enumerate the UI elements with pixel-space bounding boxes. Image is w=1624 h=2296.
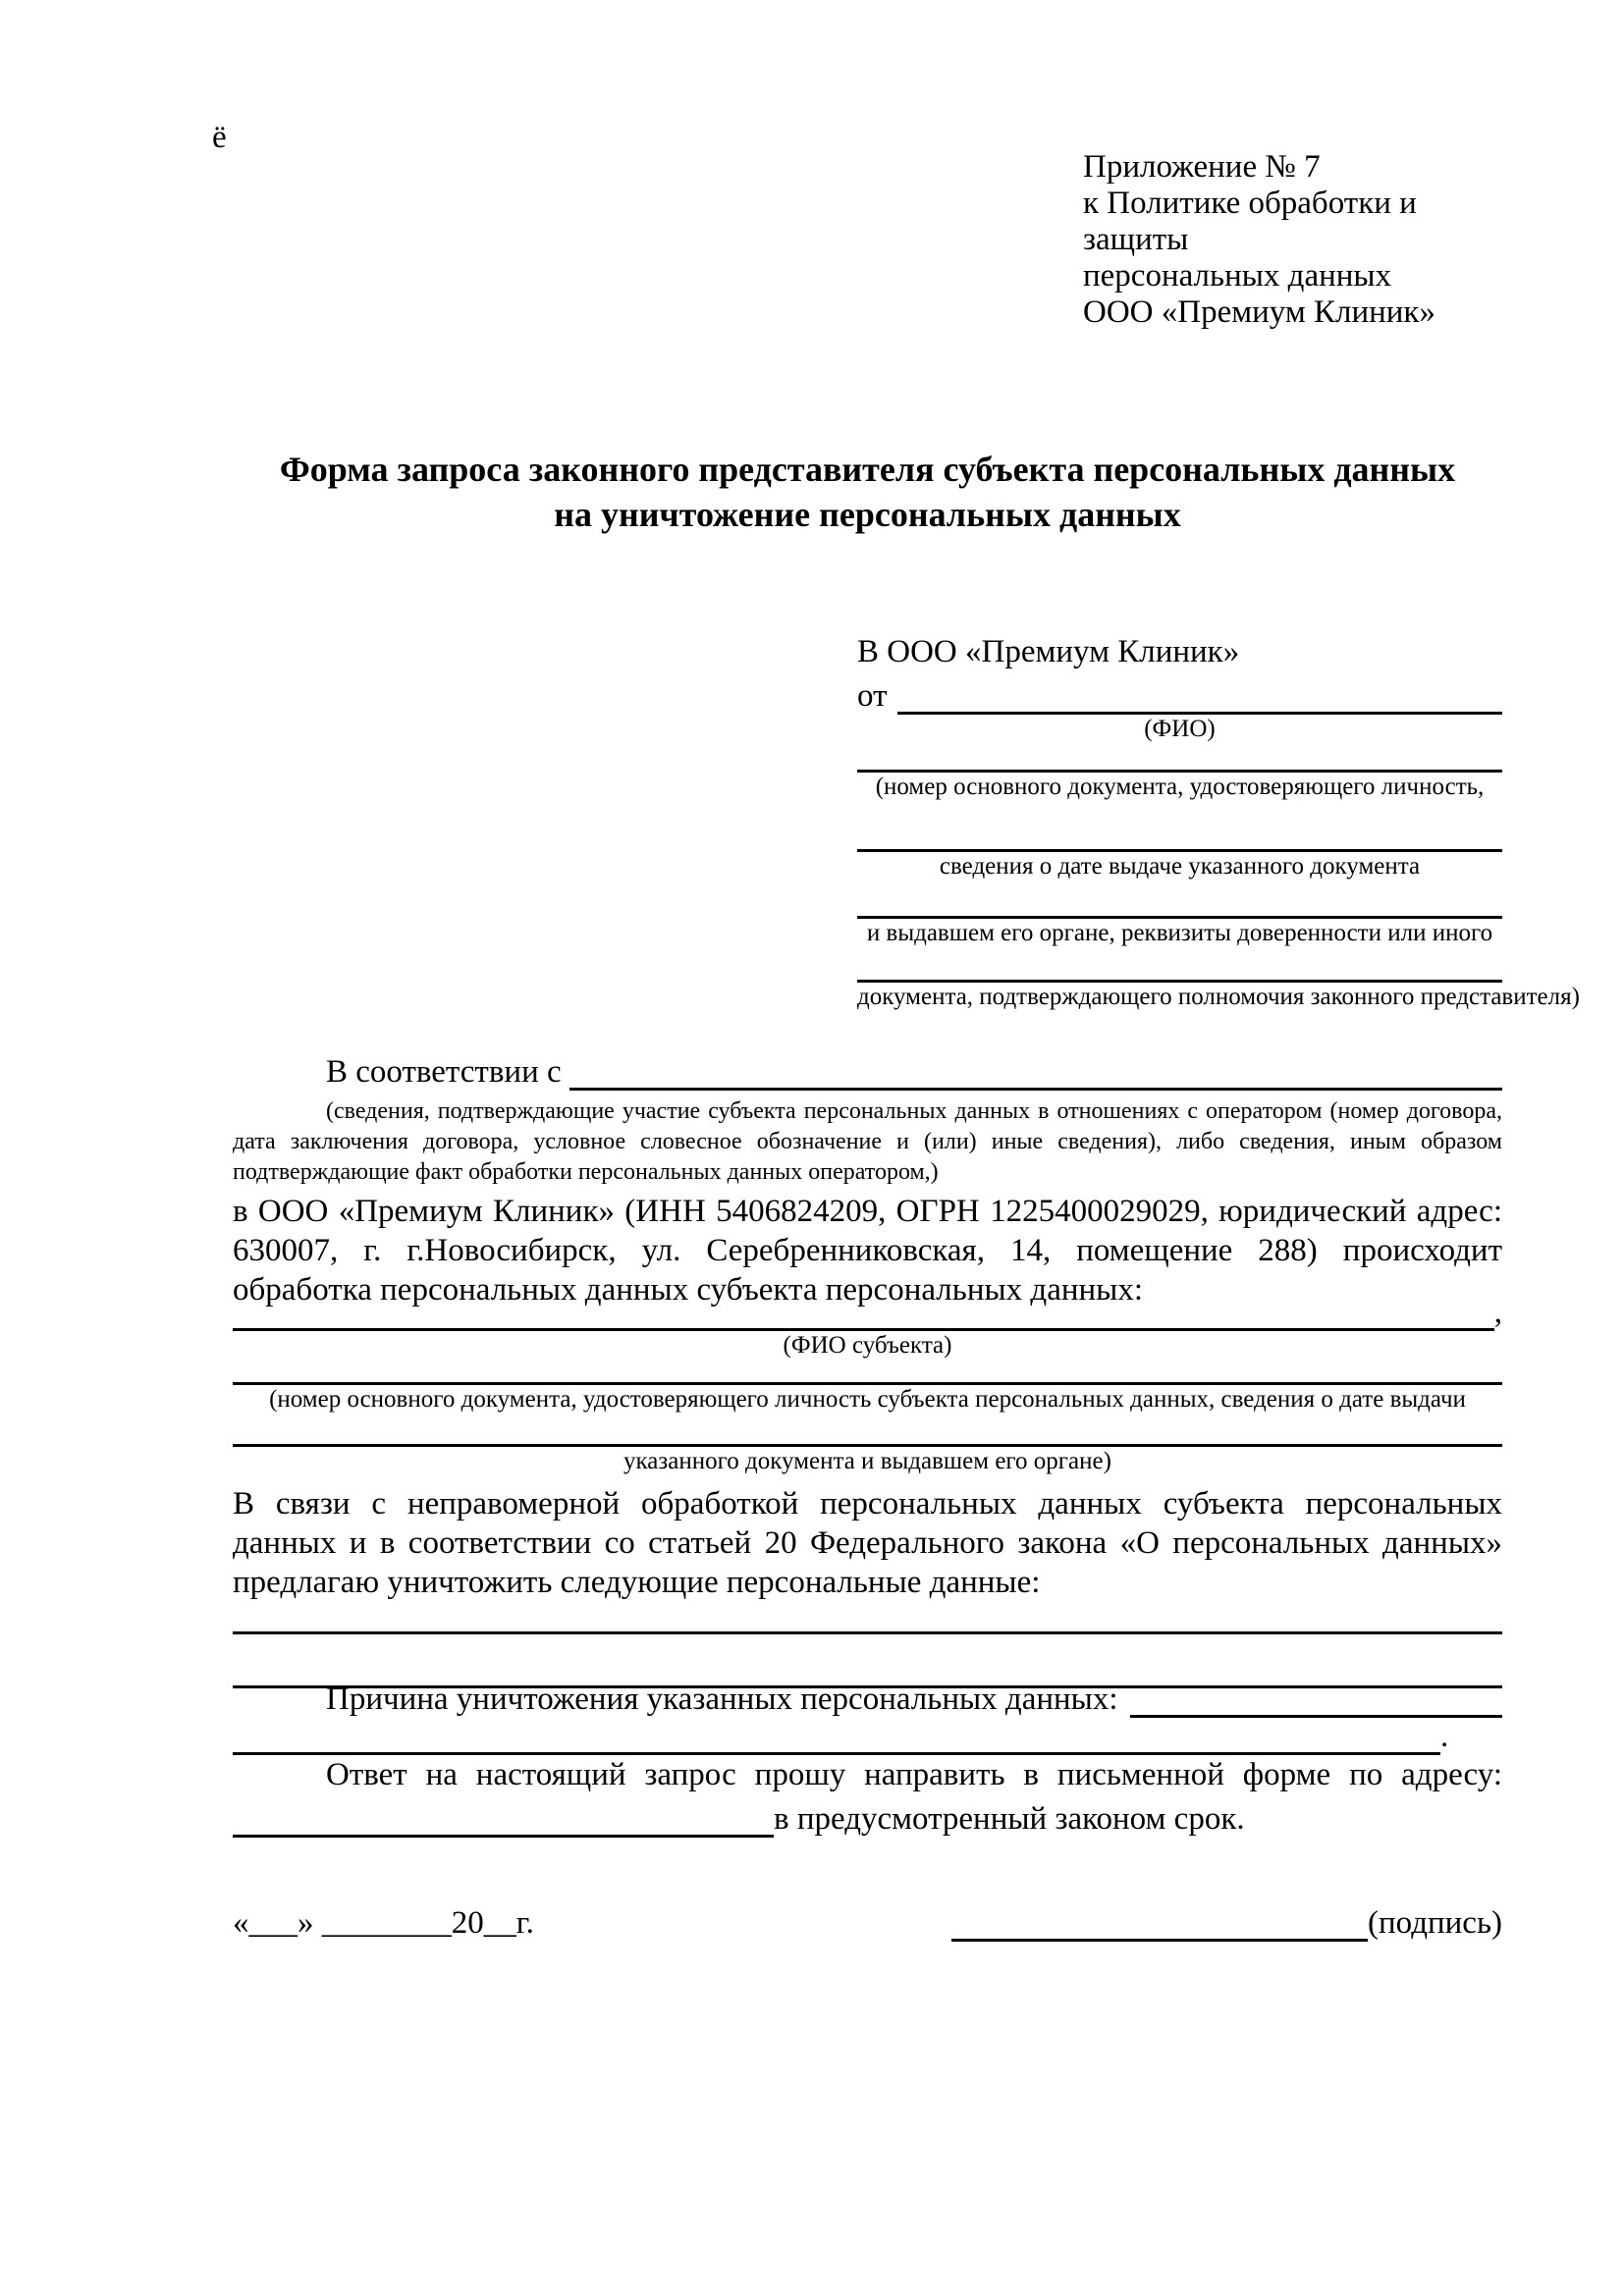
signature-blank-line xyxy=(951,1939,1368,1942)
subject-fio-caption: (ФИО субъекта) xyxy=(783,1332,952,1359)
addressee-to: В ООО «Премиум Клиник» xyxy=(857,634,1240,669)
from-label: от xyxy=(857,678,888,714)
reason-label: Причина уничтожения указанных персональных данных: xyxy=(326,1682,1118,1717)
page-content xyxy=(233,0,1580,1942)
appendix-header xyxy=(1083,149,1502,331)
from-field-row xyxy=(857,671,1502,715)
subject-doc-caption-1: (номер основного документа, удостоверяющего личность субъекта персональных данных, сведения о дате выдачи xyxy=(269,1386,1466,1413)
accordance-caption: (сведения, подтверждающие участие субъекта персональных данных в отношениях с оператором (номер договора, дата заключения договора, условное словесное обозначение и (или) иные сведения), либо сведения, иным образом подтверждающие факт обработки персональных данных оператором,) xyxy=(233,1098,1502,1185)
accordance-row xyxy=(233,1049,1502,1091)
answer-paragraph: Ответ на настоящий запрос прошу направить в письменной форме по адресу: xyxy=(326,1757,1502,1792)
footer-row xyxy=(233,1898,1502,1942)
signature-group xyxy=(951,1905,1502,1942)
reason-continuation-row xyxy=(233,1719,1502,1755)
reason-blank-line xyxy=(1130,1715,1502,1718)
appendix-header-line-1: Приложение № 7 xyxy=(1083,149,1321,185)
date-blank-line: «___» ________20__г. xyxy=(233,1905,534,1941)
doc-authority-caption: и выдавшем его органе, реквизиты доверенности или иного xyxy=(866,920,1493,946)
doc-issue-date-caption: сведения о дате выдаче указанного документа xyxy=(939,853,1421,880)
appendix-header-line-2: к Политике обработки и защиты xyxy=(1083,186,1417,257)
trailing-comma: , xyxy=(1493,1295,1502,1330)
answer-address-row xyxy=(233,1794,1502,1838)
subject-fio-blank-row xyxy=(233,1295,1502,1331)
accordance-blank-line xyxy=(569,1088,1502,1091)
answer-tail-text: в предусмотренный законом срок. xyxy=(774,1801,1245,1837)
signature-caption: (подпись) xyxy=(1368,1905,1502,1941)
representative-doc-caption: документа, подтверждающего полномочия законного представителя) xyxy=(857,984,1580,1010)
doc-number-caption: (номер основного документа, удостоверяющего личность, xyxy=(875,774,1485,800)
unlawful-processing-paragraph: В связи с неправомерной обработкой персональных данных субъекта персональных данных и в соответствии со статьей 20 Федерального закона «О персональных данных» предлагаю уничтожить следующие персональные данные: xyxy=(233,1486,1502,1600)
fio-caption: (ФИО) xyxy=(1144,716,1216,742)
trailing-period: . xyxy=(1440,1719,1449,1754)
subject-doc-caption-2: указанного документа и выдавшем его органе) xyxy=(623,1448,1111,1474)
document-title-line-1: Форма запроса законного представителя субъекта персональных данных xyxy=(279,450,1456,489)
accordance-label: В соответствии с xyxy=(326,1054,562,1090)
reason-row xyxy=(233,1682,1502,1718)
appendix-header-line-4: ООО «Премиум Клиник» xyxy=(1083,294,1435,330)
appendix-header-line-3: персональных данных xyxy=(1083,258,1392,294)
addressee-block xyxy=(857,632,1580,1012)
document-title-line-2: на уничтожение персональных данных xyxy=(554,495,1181,534)
document-title xyxy=(233,447,1502,537)
stray-char: ё xyxy=(212,120,227,155)
operator-paragraph: в ООО «Премиум Клиник» (ИНН 5406824209, ОГРН 1225400029029, юридический адрес: 630007, г. г.Новосибирск, ул. Серебренниковская, 14, помещение 288) происходит обработка персональных данных субъекта персональных данных: xyxy=(233,1194,1502,1308)
answer-address-blank-line xyxy=(233,1835,774,1838)
data-to-destroy-blank-line-1 xyxy=(233,1631,1502,1634)
